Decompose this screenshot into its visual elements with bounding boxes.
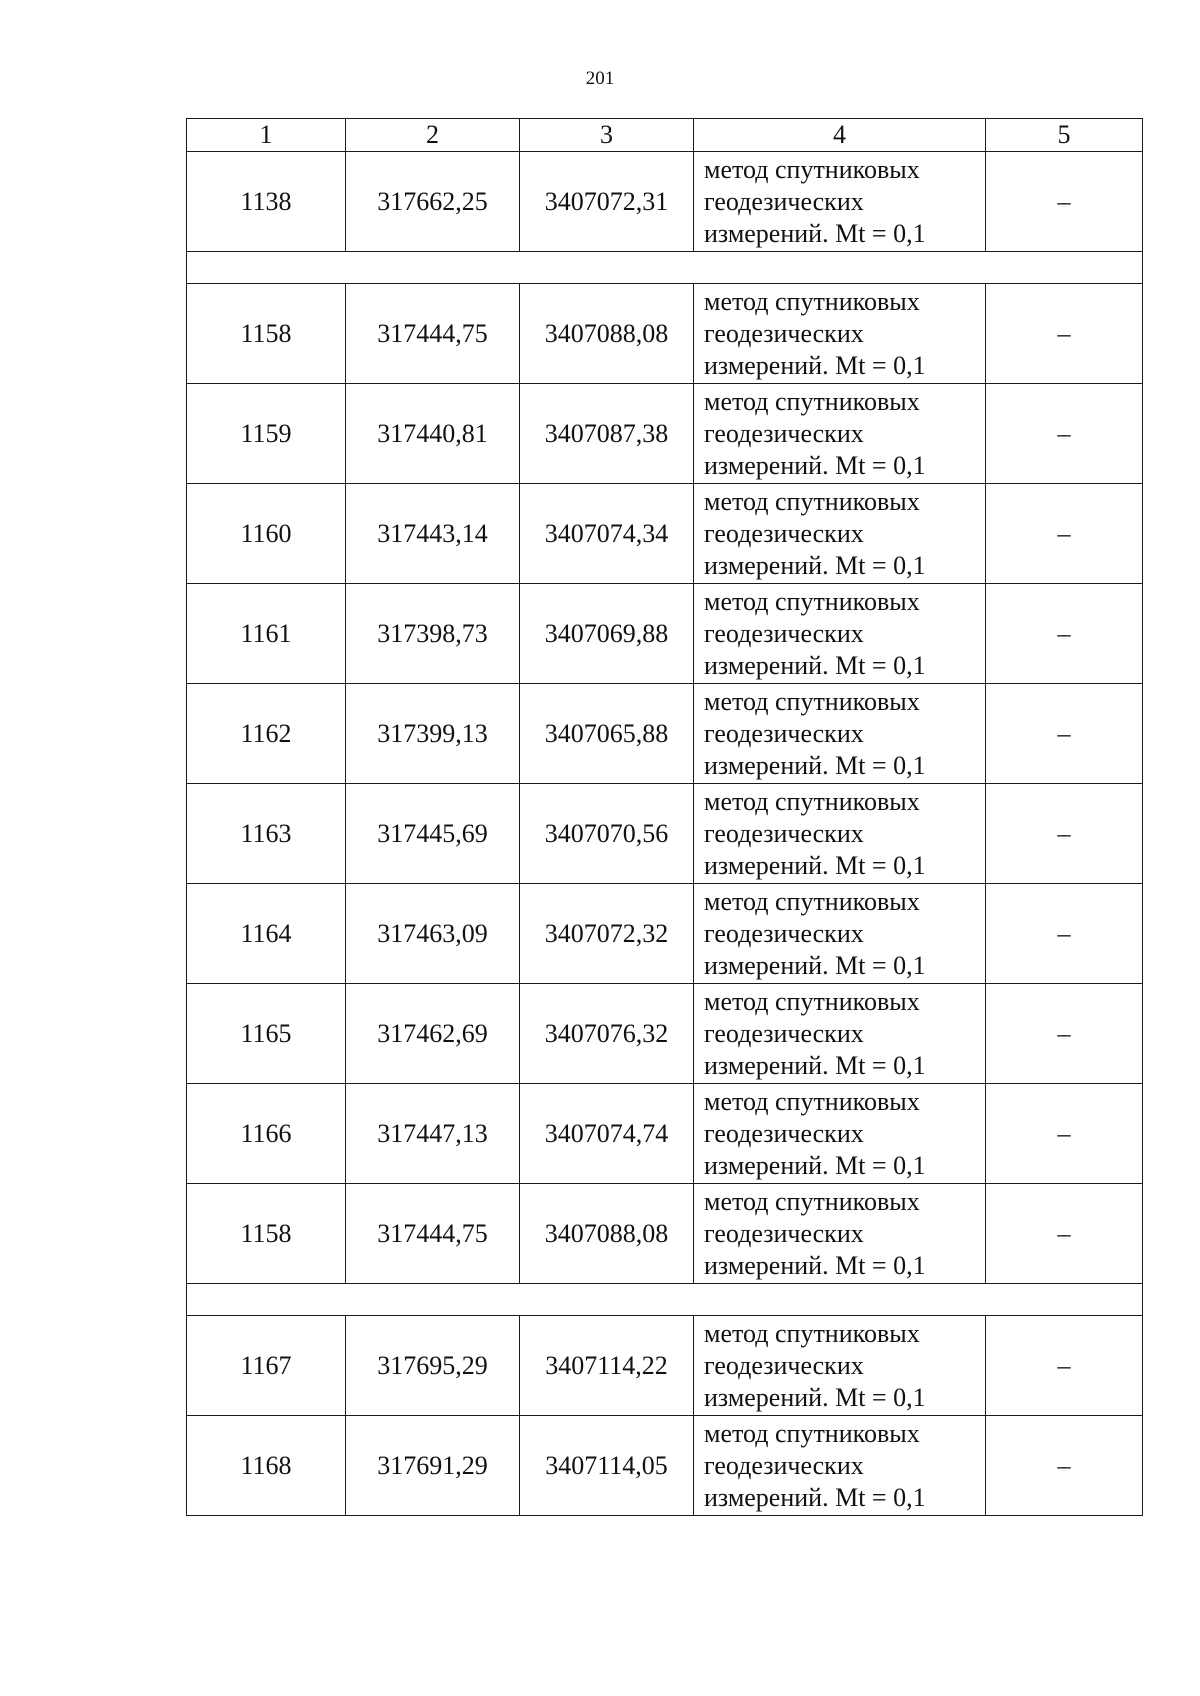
y-coordinate-cell: 3407065,88 xyxy=(520,684,694,784)
point-number-cell: 1158 xyxy=(187,284,346,384)
method-line: измерений. Mt = 0,1 xyxy=(704,650,926,680)
method-cell xyxy=(694,384,986,484)
y-coordinate-cell: 3407072,32 xyxy=(520,884,694,984)
description-dash-cell: – xyxy=(986,884,1143,984)
y-coordinate-cell: 3407072,31 xyxy=(520,152,694,252)
x-coordinate-cell: 317445,69 xyxy=(346,784,520,884)
description-dash-cell: – xyxy=(986,684,1143,784)
description-dash-cell: – xyxy=(986,1316,1143,1416)
method-cell xyxy=(694,1184,986,1284)
table-body xyxy=(187,119,1143,1516)
description-dash-cell: – xyxy=(986,984,1143,1084)
point-number-cell: 1159 xyxy=(187,384,346,484)
method-line: измерений. Mt = 0,1 xyxy=(704,750,926,780)
y-coordinate-cell: 3407069,88 xyxy=(520,584,694,684)
point-number-cell: 1138 xyxy=(187,152,346,252)
point-number-cell: 1163 xyxy=(187,784,346,884)
y-coordinate-cell: 3407088,08 xyxy=(520,284,694,384)
method-line: метод спутниковых xyxy=(704,586,920,616)
method-line: измерений. Mt = 0,1 xyxy=(704,1382,926,1412)
description-dash-cell: – xyxy=(986,784,1143,884)
separator-row xyxy=(187,1284,1143,1316)
method-line: геодезических xyxy=(704,186,864,216)
x-coordinate-cell: 317444,75 xyxy=(346,1184,520,1284)
point-number-cell: 1164 xyxy=(187,884,346,984)
x-coordinate-cell: 317463,09 xyxy=(346,884,520,984)
description-dash-cell: – xyxy=(986,284,1143,384)
method-line: метод спутниковых xyxy=(704,286,920,316)
point-number-cell: 1158 xyxy=(187,1184,346,1284)
y-coordinate-cell: 3407114,22 xyxy=(520,1316,694,1416)
method-line: измерений. Mt = 0,1 xyxy=(704,218,926,248)
method-line: метод спутниковых xyxy=(704,1318,920,1348)
method-line: геодезических xyxy=(704,718,864,748)
method-line: метод спутниковых xyxy=(704,1186,920,1216)
separator-row xyxy=(187,252,1143,284)
point-number-cell: 1166 xyxy=(187,1084,346,1184)
header-row xyxy=(187,119,1143,152)
method-line: метод спутниковых xyxy=(704,486,920,516)
method-line: метод спутниковых xyxy=(704,154,920,184)
coordinates-table xyxy=(186,118,1143,1516)
method-line: метод спутниковых xyxy=(704,686,920,716)
method-line: геодезических xyxy=(704,918,864,948)
table-row xyxy=(187,1416,1143,1516)
table-row xyxy=(187,584,1143,684)
y-coordinate-cell: 3407088,08 xyxy=(520,1184,694,1284)
y-coordinate-cell: 3407070,56 xyxy=(520,784,694,884)
method-line: измерений. Mt = 0,1 xyxy=(704,550,926,580)
method-line: измерений. Mt = 0,1 xyxy=(704,450,926,480)
y-coordinate-cell: 3407074,34 xyxy=(520,484,694,584)
method-line: метод спутниковых xyxy=(704,886,920,916)
table-row xyxy=(187,1316,1143,1416)
x-coordinate-cell: 317444,75 xyxy=(346,284,520,384)
page-number: 201 xyxy=(585,68,615,89)
table-row xyxy=(187,152,1143,252)
x-coordinate-cell: 317447,13 xyxy=(346,1084,520,1184)
method-line: метод спутниковых xyxy=(704,1086,920,1116)
x-coordinate-cell: 317662,25 xyxy=(346,152,520,252)
x-coordinate-cell: 317691,29 xyxy=(346,1416,520,1516)
method-line: геодезических xyxy=(704,1118,864,1148)
description-dash-cell: – xyxy=(986,152,1143,252)
table-row xyxy=(187,1184,1143,1284)
description-dash-cell: – xyxy=(986,1084,1143,1184)
method-line: геодезических xyxy=(704,418,864,448)
description-dash-cell: – xyxy=(986,384,1143,484)
column-header-5: 5 xyxy=(986,119,1143,152)
method-line: измерений. Mt = 0,1 xyxy=(704,1250,926,1280)
method-cell xyxy=(694,984,986,1084)
table-row xyxy=(187,684,1143,784)
point-number-cell: 1161 xyxy=(187,584,346,684)
x-coordinate-cell: 317443,14 xyxy=(346,484,520,584)
method-line: метод спутниковых xyxy=(704,786,920,816)
x-coordinate-cell: 317462,69 xyxy=(346,984,520,1084)
method-cell xyxy=(694,284,986,384)
method-line: геодезических xyxy=(704,618,864,648)
x-coordinate-cell: 317399,13 xyxy=(346,684,520,784)
point-number-cell: 1162 xyxy=(187,684,346,784)
method-line: геодезических xyxy=(704,1218,864,1248)
x-coordinate-cell: 317398,73 xyxy=(346,584,520,684)
method-cell xyxy=(694,784,986,884)
table-row xyxy=(187,784,1143,884)
method-line: измерений. Mt = 0,1 xyxy=(704,350,926,380)
point-number-cell: 1165 xyxy=(187,984,346,1084)
y-coordinate-cell: 3407076,32 xyxy=(520,984,694,1084)
method-line: измерений. Mt = 0,1 xyxy=(704,1482,926,1512)
method-cell xyxy=(694,684,986,784)
method-line: геодезических xyxy=(704,318,864,348)
method-line: измерений. Mt = 0,1 xyxy=(704,1050,926,1080)
y-coordinate-cell: 3407114,05 xyxy=(520,1416,694,1516)
method-cell xyxy=(694,152,986,252)
column-header-2: 2 xyxy=(346,119,520,152)
description-dash-cell: – xyxy=(986,1184,1143,1284)
method-line: метод спутниковых xyxy=(704,1418,920,1448)
method-cell xyxy=(694,584,986,684)
method-cell xyxy=(694,884,986,984)
column-header-4: 4 xyxy=(694,119,986,152)
method-line: геодезических xyxy=(704,1450,864,1480)
y-coordinate-cell: 3407074,74 xyxy=(520,1084,694,1184)
table-row xyxy=(187,984,1143,1084)
method-cell xyxy=(694,484,986,584)
point-number-cell: 1160 xyxy=(187,484,346,584)
description-dash-cell: – xyxy=(986,484,1143,584)
method-line: метод спутниковых xyxy=(704,386,920,416)
point-number-cell: 1168 xyxy=(187,1416,346,1516)
method-cell xyxy=(694,1084,986,1184)
method-line: измерений. Mt = 0,1 xyxy=(704,950,926,980)
method-line: геодезических xyxy=(704,518,864,548)
method-cell xyxy=(694,1416,986,1516)
y-coordinate-cell: 3407087,38 xyxy=(520,384,694,484)
column-header-3: 3 xyxy=(520,119,694,152)
method-line: геодезических xyxy=(704,818,864,848)
description-dash-cell: – xyxy=(986,1416,1143,1516)
description-dash-cell: – xyxy=(986,584,1143,684)
point-number-cell: 1167 xyxy=(187,1316,346,1416)
column-header-1: 1 xyxy=(187,119,346,152)
table-row xyxy=(187,1084,1143,1184)
method-line: метод спутниковых xyxy=(704,986,920,1016)
method-cell xyxy=(694,1316,986,1416)
separator-cell xyxy=(187,1284,1143,1316)
x-coordinate-cell: 317695,29 xyxy=(346,1316,520,1416)
table-row xyxy=(187,484,1143,584)
method-line: измерений. Mt = 0,1 xyxy=(704,1150,926,1180)
table-row xyxy=(187,384,1143,484)
method-line: измерений. Mt = 0,1 xyxy=(704,850,926,880)
x-coordinate-cell: 317440,81 xyxy=(346,384,520,484)
method-line: геодезических xyxy=(704,1350,864,1380)
separator-cell xyxy=(187,252,1143,284)
table-row xyxy=(187,884,1143,984)
table-row xyxy=(187,284,1143,384)
method-line: геодезических xyxy=(704,1018,864,1048)
